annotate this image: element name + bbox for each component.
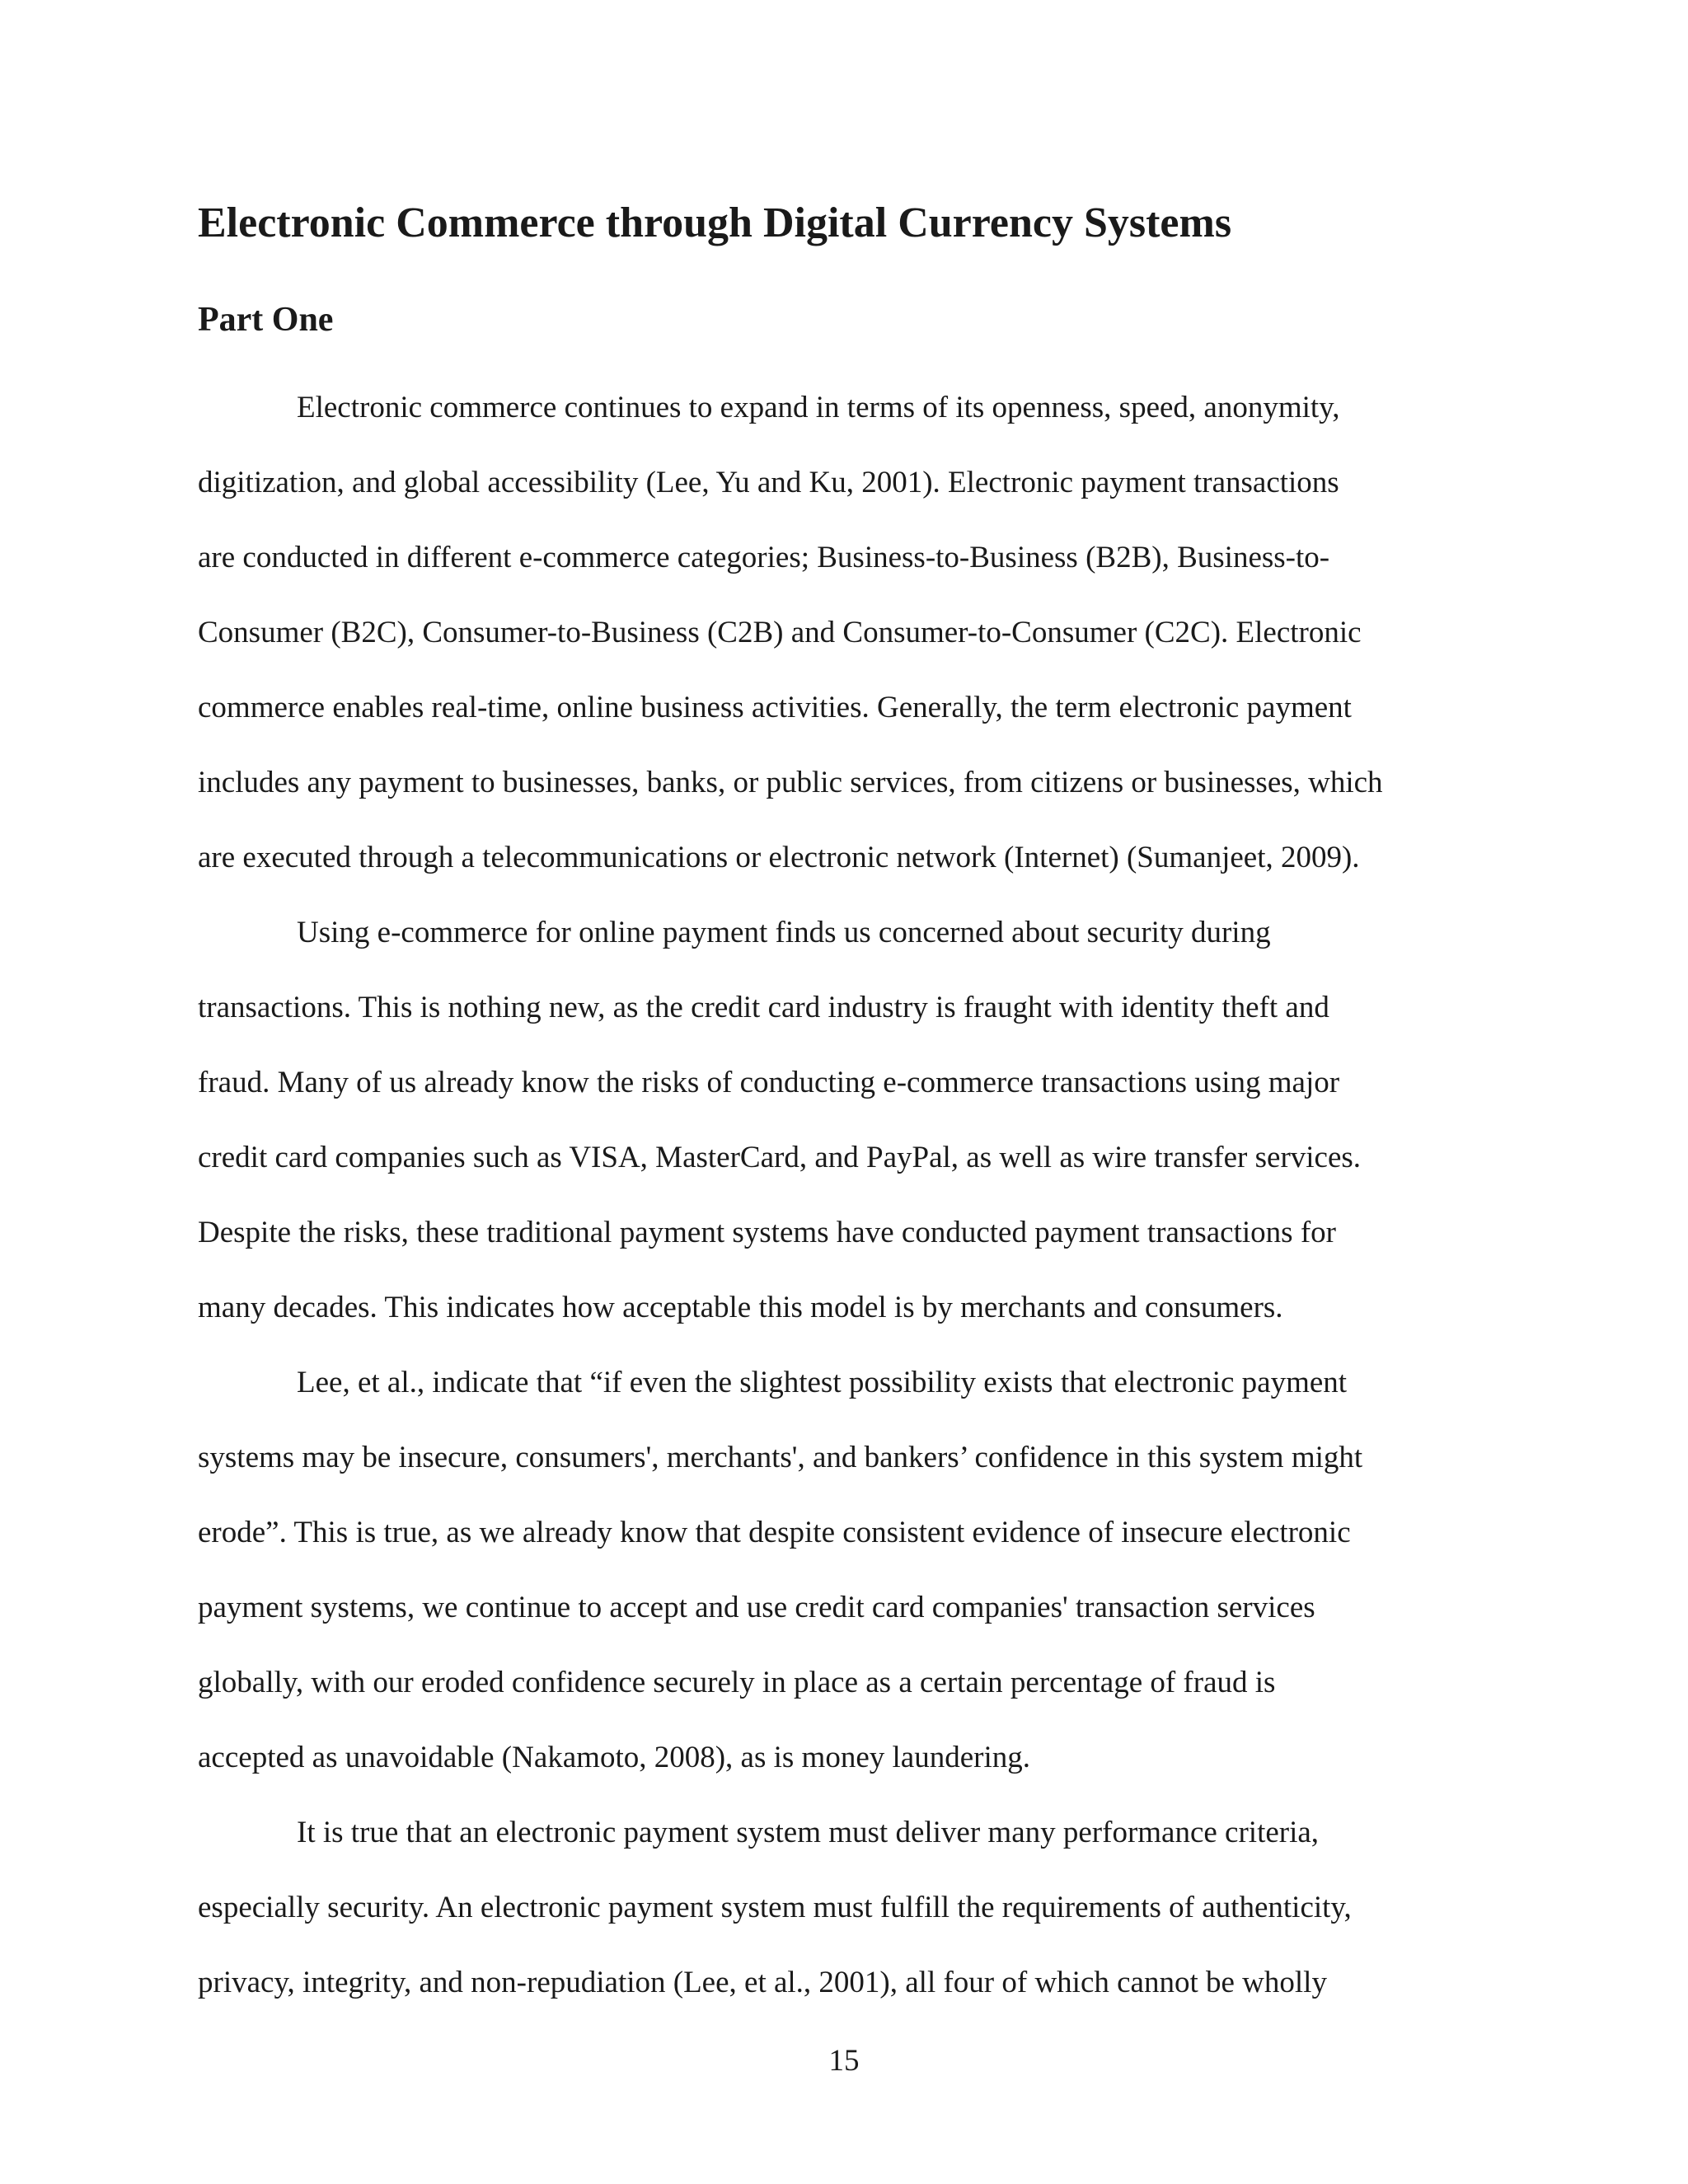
paragraph-1-line-6: includes any payment to businesses, banks, or public services, from citizens or businesses, which	[198, 766, 1383, 799]
paragraph-3-line-5: globally, with our eroded confidence securely in place as a certain percentage of fraud is	[198, 1666, 1276, 1699]
paragraph-4-line-3: privacy, integrity, and non-repudiation (Lee, et al., 2001), all four of which cannot be wholly	[198, 1966, 1327, 1999]
page-number: 15	[828, 2044, 860, 2078]
paragraph-4-line-2: especially security. An electronic payment system must fulfill the requirements of authenticity,	[198, 1891, 1352, 1924]
paragraph-1-line-4: Consumer (B2C), Consumer-to-Business (C2B) and Consumer-to-Consumer (C2C). Electronic	[198, 616, 1362, 649]
paragraph-3-line-6: accepted as unavoidable (Nakamoto, 2008), as is money laundering.	[198, 1741, 1030, 1774]
paragraph-2-line-6: many decades. This indicates how acceptable this model is by merchants and consumers.	[198, 1291, 1283, 1324]
paragraph-2-line-4: credit card companies such as VISA, MasterCard, and PayPal, as well as wire transfer services.	[198, 1141, 1362, 1174]
paragraph-2-line-1: Using e-commerce for online payment finds us concerned about security during	[297, 916, 1271, 949]
section-heading: Part One	[198, 301, 334, 339]
paragraph-2-line-5: Despite the risks, these traditional payment systems have conducted payment transactions for	[198, 1216, 1336, 1249]
document-title: Electronic Commerce through Digital Currency Systems	[198, 199, 1232, 246]
paragraph-1-line-3: are conducted in different e-commerce categories; Business-to-Business (B2B), Business-to-	[198, 541, 1330, 574]
paragraph-3-line-2: systems may be insecure, consumers', merchants', and bankers’ confidence in this system might	[198, 1441, 1363, 1474]
paragraph-2-line-3: fraud. Many of us already know the risks of conducting e-commerce transactions using major	[198, 1066, 1340, 1099]
paragraph-2-line-2: transactions. This is nothing new, as the credit card industry is fraught with identity theft and	[198, 991, 1329, 1024]
paragraph-1-line-2: digitization, and global accessibility (Lee, Yu and Ku, 2001). Electronic payment transactions	[198, 466, 1339, 499]
paragraph-4-line-1: It is true that an electronic payment system must deliver many performance criteria,	[297, 1816, 1320, 1849]
paragraph-3-line-3: erode”. This is true, as we already know that despite consistent evidence of insecure electronic	[198, 1516, 1351, 1549]
paragraph-3-line-4: payment systems, we continue to accept and use credit card companies' transaction services	[198, 1591, 1315, 1624]
paragraph-1-line-7: are executed through a telecommunications or electronic network (Internet) (Sumanjeet, 2009).	[198, 841, 1360, 874]
paragraph-3-line-1: Lee, et al., indicate that “if even the slightest possibility exists that electronic payment	[297, 1366, 1348, 1399]
paragraph-1-line-5: commerce enables real-time, online business activities. Generally, the term electronic payment	[198, 691, 1352, 724]
paragraph-1-line-1: Electronic commerce continues to expand in terms of its openness, speed, anonymity,	[297, 391, 1340, 424]
